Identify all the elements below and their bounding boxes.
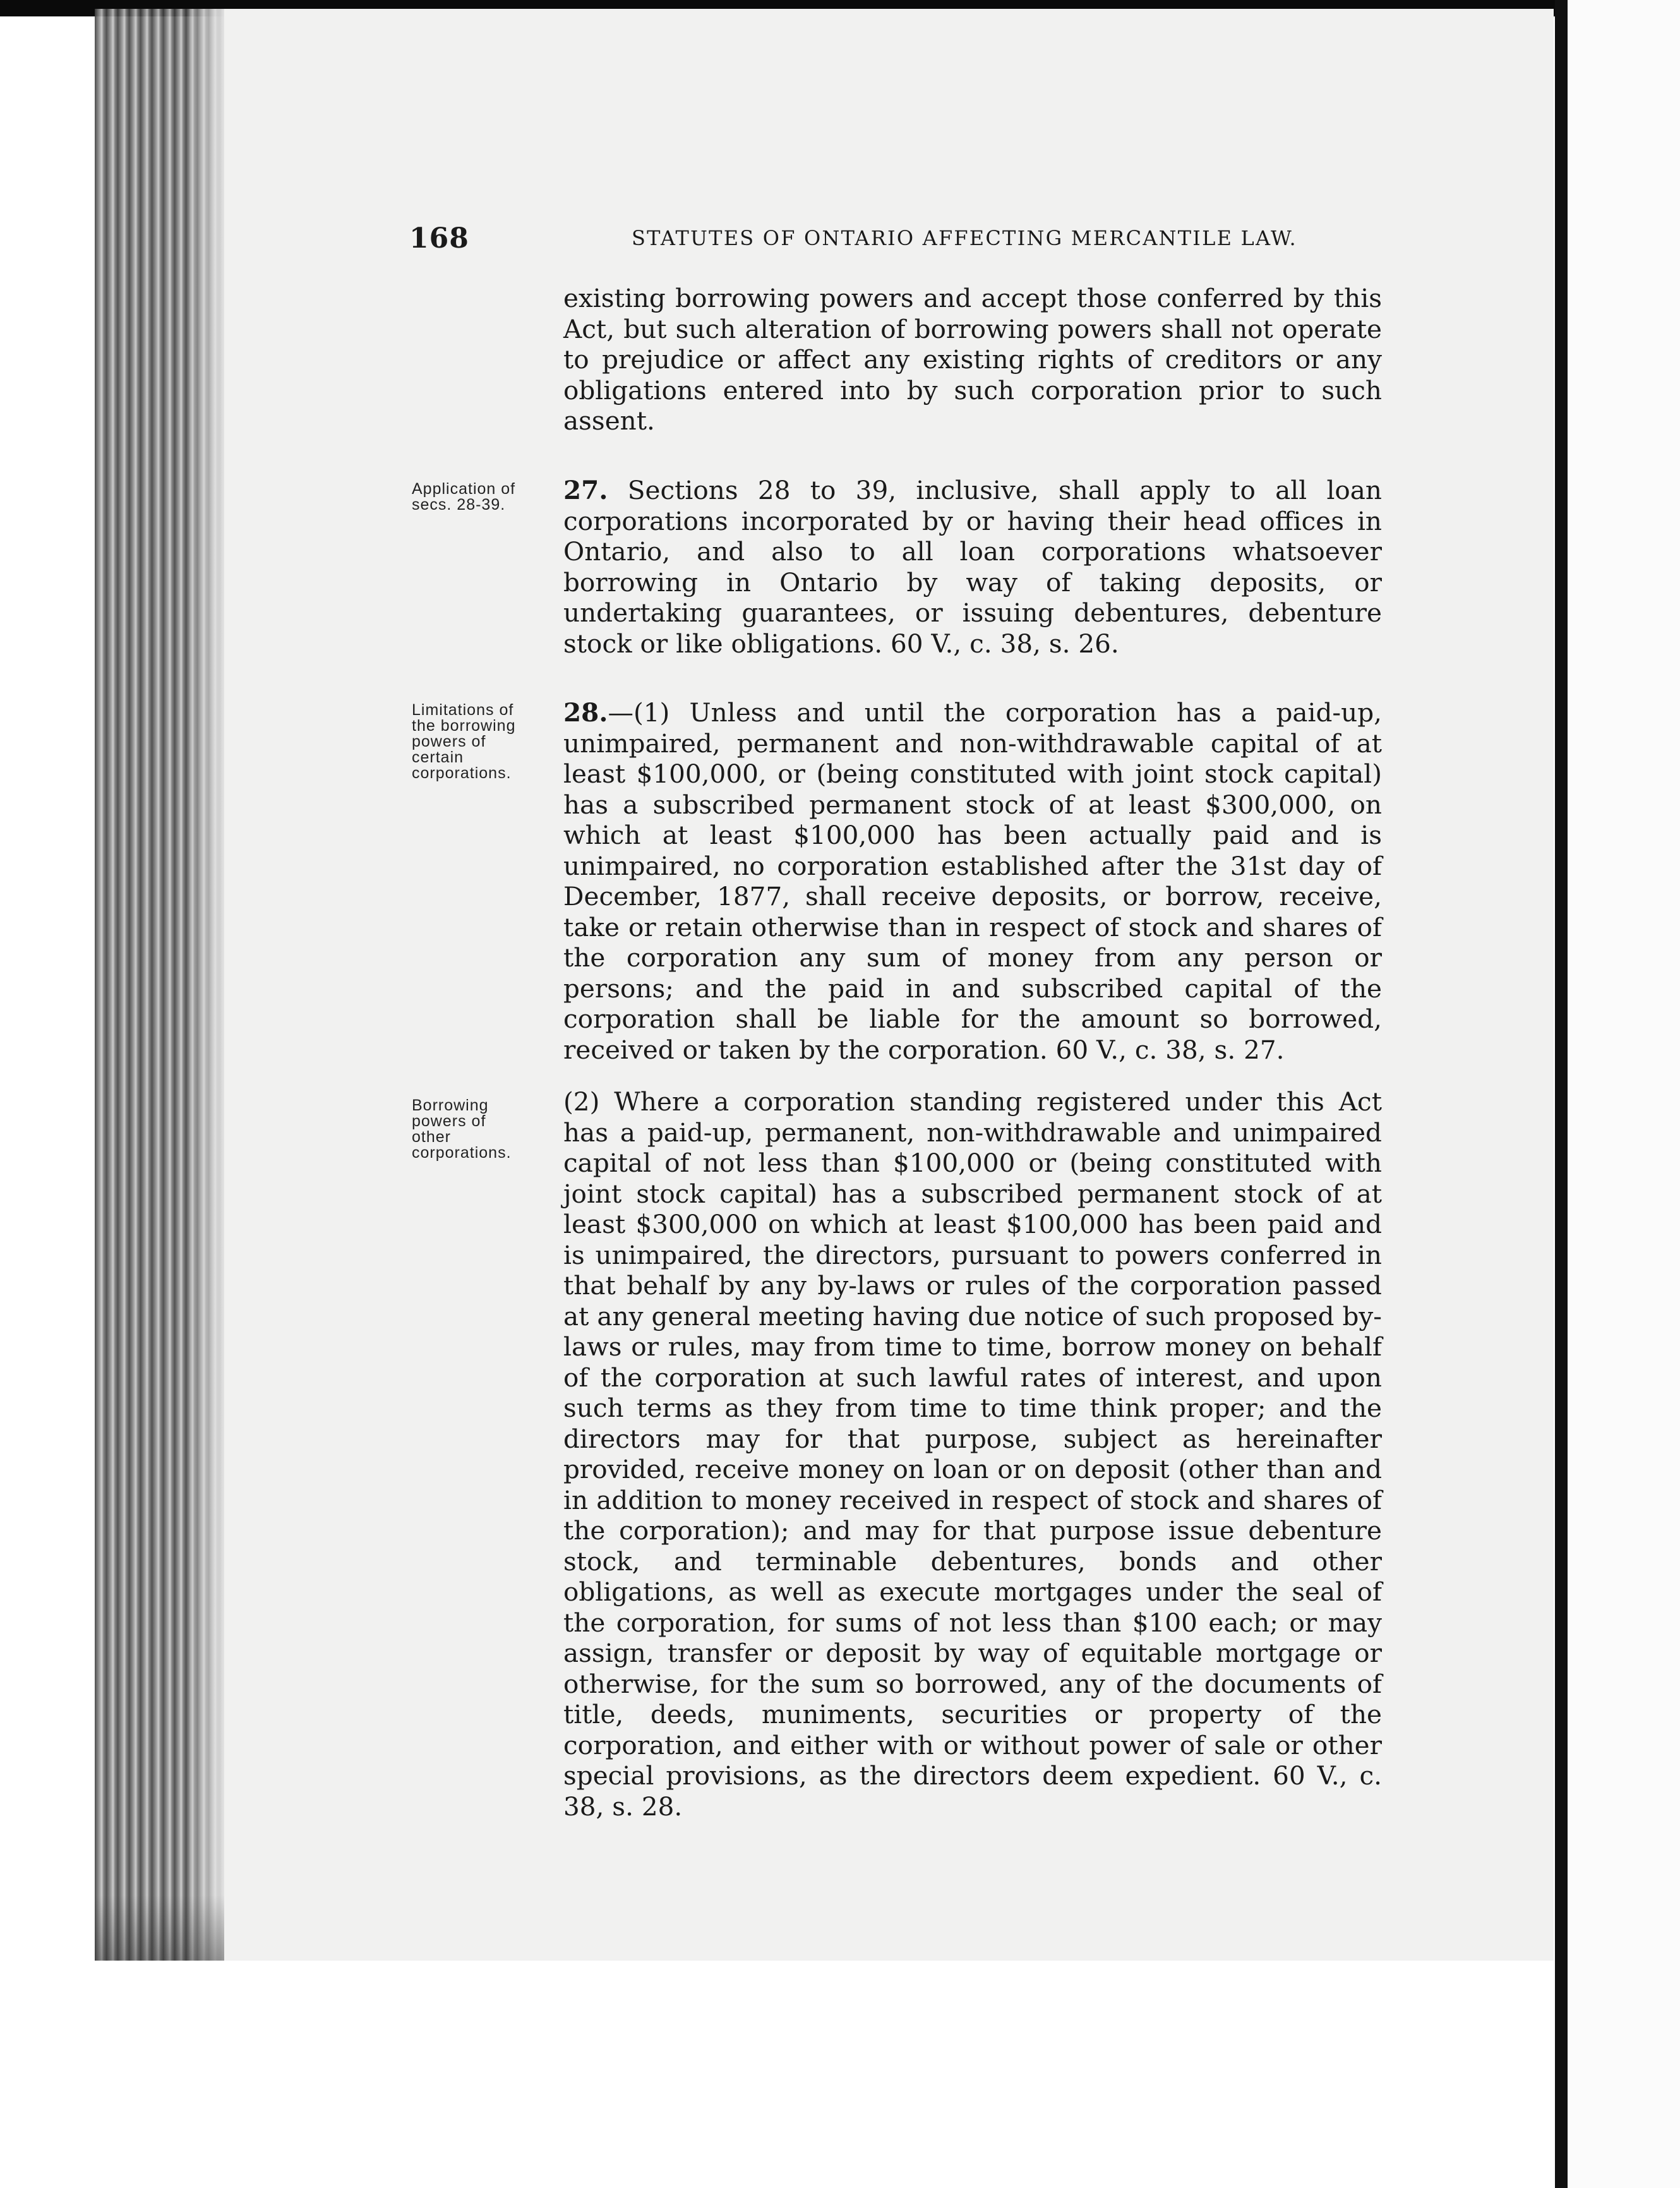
section-27-text: Sections 28 to 39, inclusive, shall apply to all loan corporations incorporated by or having their head offices in Ontario, and also to all loan corporations whatsoever borrowing in Ontario by way of taking deposits, or undertaking guarantees, or issuing debentures, debenture stock or like obligations. 60 V., c. 38, s. 26. [563,475,1383,659]
section-28-1 [563,697,1382,1065]
section-28-2 [563,1086,1382,1822]
section-28-number: 28. [563,697,608,728]
section-27 [563,475,1382,659]
page-number: 168 [409,222,469,255]
book-page-edges-shadow [95,1895,227,1961]
continuation-paragraph [563,283,1382,436]
book-gutter [1555,0,1568,2188]
running-head: STATUTES OF ONTARIO AFFECTING MERCANTILE LAW. [632,226,1297,250]
marginal-note-borrowing: Borrowing powers of other corporations. [412,1097,512,1162]
facing-page-strip [1568,0,1680,2188]
scan-background [0,1961,1555,2188]
marginal-note-application: Application of secs. 28-39. [412,480,516,514]
book-page-edges-fade [189,9,227,1961]
marginal-note-limitations: Limitations of the borrowing powers of certain corporations. [412,701,516,782]
section-28-2-text: (2) Where a corporation standing registered under this Act has a paid-up, permanent, non-withdrawable and unimpaired capital of not less than $100,000 or (being constituted with joint stock capital) has a subscribed permanent stock of at least $300,000 on which at least $100,000 has been paid and is unimpaired, the directors, pursuant to powers conferred in that behalf by any by-laws or rules of the corporation passed at any general meeting having due notice of such proposed by-laws or rules, may from time to time, borrow money on behalf of the corporation at such lawful rates of interest, and upon such terms as they from time to time think proper; and the directors may for that purpose, subject as hereinafter provided, receive money on loan or on deposit (other than and in addition to money received in respect of stock and shares of the corporation); and may for that purpose issue debenture stock, and terminable debentures, bonds and other obligations, as well as execute mortgages under the seal of the corporation, for sums of not less than $100 each; or may assign, transfer or deposit by way of equitable mortgage or otherwise, for the sum so borrowed, any of the documents of title, deeds, muniments, securities or property of the corporation, and either with or without power of sale or other special provisions, as the directors deem expedient. 60 V., c. 38, s. 28. [563,1086,1382,1822]
section-27-number: 27. [563,475,608,505]
section-28-1-text: —(1) Unless and until the corporation has a paid-up, unimpaired, permanent and non-withdrawable capital of at least $100,000, or (being constituted with joint stock capital) has a subscribed permanent stock of at least $300,000, on which at least $100,000 has been actually paid and is unimpaired, no corporation established after the 31st day of December, 1877, shall receive deposits, or borrow, receive, take or retain otherwise than in respect of stock and shares of the corporation any sum of money from any person or persons; and the paid in and subscribed capital of the corporation shall be liable for the amount so borrowed, received or taken by the corporation. 60 V., c. 38, s. 27. [563,697,1382,1065]
continuation-text: existing borrowing powers and accept those conferred by this Act, but such alteration of borrowing powers shall not operate to prejudice or affect any existing rights of creditors or any obligations entered into by such corporation prior to such assent. [563,283,1382,436]
